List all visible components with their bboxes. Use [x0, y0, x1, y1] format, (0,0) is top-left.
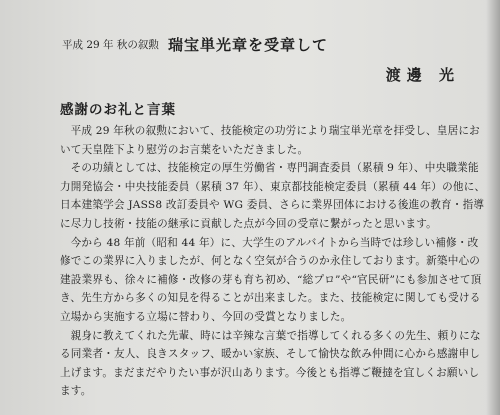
article-title: 瑞宝単光章を受章して	[167, 36, 328, 54]
article-header	[62, 34, 482, 55]
page-edge-shadow	[486, 0, 500, 415]
paragraph: 親身に教えてくれた先輩、時には辛辣な言葉で指導してくれる多くの先生、頼りになる同業者・友人、良きスタッフ、暖かい家族、そして愉快な飲み仲間に心から感謝申し上げます。まだまだやりたい事が沢山あります。今後とも指導ご鞭撻を宜しくお願いします。	[60, 329, 481, 398]
article-body	[60, 122, 486, 401]
section-title: 感謝のお礼と言葉	[60, 102, 176, 118]
paragraph: その功績としては、技能検定の厚生労働省・専門調査委員（累積 9 年）、中央職業能力開発協会・中央技能委員（累積 37 年）、東京都技能検定委員（累積 44 年）の他に、日本建築学会 JASS8 改訂委員や WG 委員、さらに業界団体における後進の教育・指導に尽力し技術・技能の継承に貢献した点が今回の受章に繋がったと思います。	[60, 162, 486, 230]
author-name: 渡邊 光	[385, 66, 460, 84]
award-occasion: 平成 29 年 秋の叙勲	[62, 39, 159, 51]
paragraph: 今から 48 年前（昭和 44 年）に、大学生のアルバイトから当時では珍しい補修・改修でこの業界に入りましたが、何となく空気が合うのか永住しております。新築中心の建設業界も、徐々に補修・改修の芽も育ち初め、“総プロ”や“官民研”にも参加させて頂き、先生方から多くの知見を得ることが出来ました。また、技能検定に関しても受ける立場から実施する立場に替わり、今回の受賞となりました。	[60, 236, 482, 323]
paragraph: 平成 29 年秋の叙勲において、技能検定の功労により瑞宝単光章を拝受し、皇居において天皇陛下より慰労のお言葉をいただきました。	[60, 125, 480, 156]
